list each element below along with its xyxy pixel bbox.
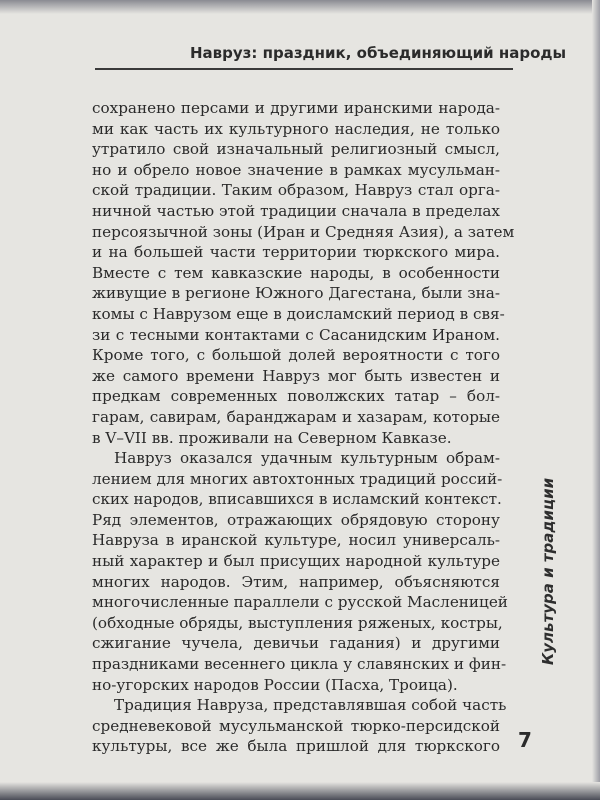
text-line: средневековой мусульманской тюрко-персидской bbox=[92, 716, 500, 735]
text-line: многих народов. Этим, например, объясняются bbox=[92, 572, 500, 591]
text-line: лением для многих автохтонных традиций россий- bbox=[92, 469, 503, 488]
text-line: утратило свой изначальный религиозный смысл, bbox=[92, 140, 500, 159]
photo-edge-right bbox=[592, 0, 600, 800]
text-line: и на большей части территории тюркского мира. bbox=[92, 243, 500, 262]
text-line: в V–VII вв. проживали на Северном Кавказе. bbox=[92, 428, 452, 447]
text-line: комы с Наврузом еще в доисламский период в свя- bbox=[92, 304, 505, 323]
text-line: но-угорских народов России (Пасха, Троица). bbox=[92, 675, 458, 694]
text-line: ный характер и был присущих народной культуре bbox=[92, 552, 500, 571]
text-line: зи с тесными контактами с Сасанидским Ираном. bbox=[92, 325, 500, 344]
header-rule bbox=[95, 68, 513, 70]
text-line: Навруза в иранской культуре, носил универсаль- bbox=[92, 531, 500, 550]
section-side-label: Культура и традиции bbox=[539, 477, 557, 665]
text-line: Вместе с тем кавказские народы, в особенности bbox=[92, 263, 500, 282]
text-line: гарам, савирам, баранджарам и хазарам, которые bbox=[92, 407, 500, 426]
text-line: персоязычной зоны (Иран и Средняя Азия), а затем bbox=[92, 222, 515, 241]
text-line: (обходные обряды, выступления ряженых, костры, bbox=[92, 613, 503, 632]
text-line: живущие в регионе Южного Дагестана, были зна- bbox=[92, 284, 500, 303]
text-line: ничной частью этой традиции сначала в пределах bbox=[92, 201, 500, 220]
text-line: Традиция Навруза, представлявшая собой часть bbox=[114, 696, 507, 715]
text-line: праздниками весеннего цикла у славянских и фин- bbox=[92, 655, 507, 674]
text-line: сжигание чучела, девичьи гадания) и другими bbox=[92, 634, 500, 653]
text-line: Навруз оказался удачным культурным обрам- bbox=[114, 449, 500, 468]
text-line: же самого времени Навруз мог быть известен и bbox=[92, 366, 500, 385]
page-number: 7 bbox=[518, 728, 532, 752]
text-line: сохранено персами и другими иранскими народа- bbox=[92, 99, 500, 117]
text-line: ми как часть их культурного наследия, не только bbox=[92, 119, 500, 138]
text-line: но и обрело новое значение в рамках мусульман- bbox=[92, 160, 500, 179]
text-line: предкам современных поволжских татар – бол- bbox=[92, 387, 500, 406]
text-line: Кроме того, с большой долей вероятности с того bbox=[92, 346, 500, 365]
photo-edge-bottom bbox=[0, 782, 600, 800]
photo-edge-top bbox=[0, 0, 600, 14]
text-line: ских народов, вписавшихся в исламский контекст. bbox=[92, 490, 502, 509]
text-line: ской традиции. Таким образом, Навруз стал орга- bbox=[92, 181, 500, 200]
text-line: многочисленные параллели с русской Масленицей bbox=[92, 593, 508, 612]
text-line: Ряд элементов, отражающих обрядовую сторону bbox=[92, 510, 500, 529]
running-head: Навруз: праздник, объединяющий народы bbox=[190, 44, 567, 62]
text-line: культуры, все же была пришлой для тюркского bbox=[92, 737, 500, 756]
body-text bbox=[92, 98, 515, 757]
